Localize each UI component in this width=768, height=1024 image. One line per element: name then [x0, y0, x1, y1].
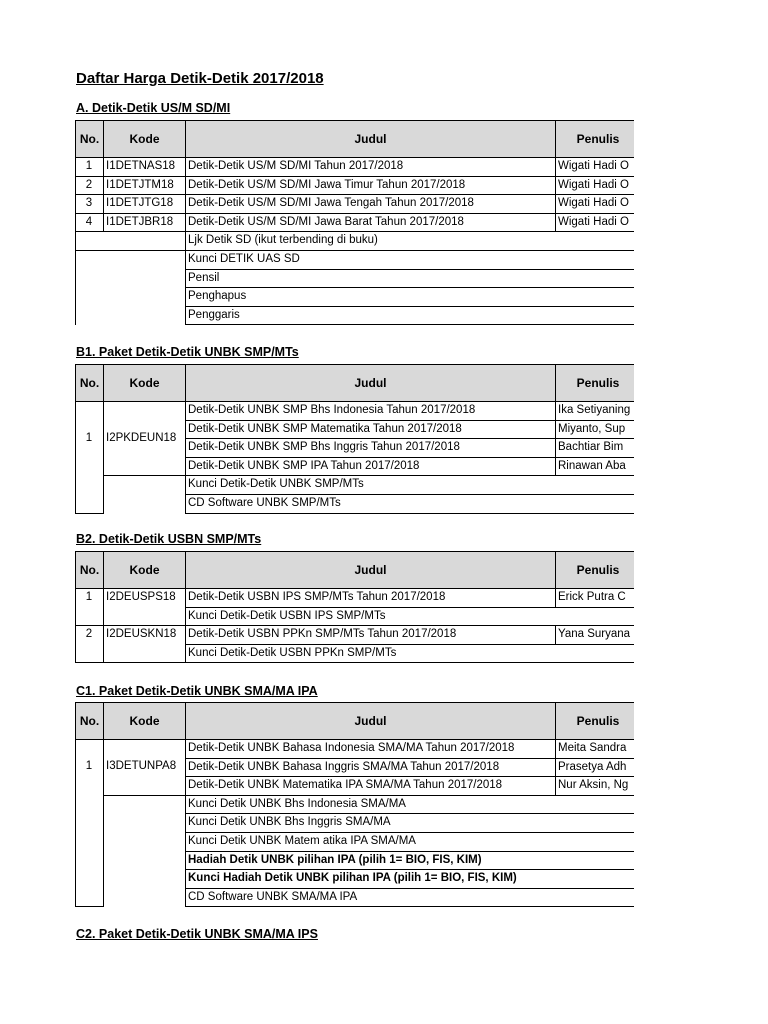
row-author: Prasetya Adh [558, 760, 627, 773]
table-rule [103, 213, 104, 233]
row-title: Detik-Detik US/M SD/MI Jawa Barat Tahun 2017/2018 [188, 215, 464, 228]
section-c2-heading: C2. Paket Detik-Detik UNBK SMA/MA IPS [76, 927, 318, 941]
row-number: 1 [85, 160, 93, 172]
row-title: Detik-Detik UNBK SMP Matematika Tahun 2017/2018 [188, 422, 462, 435]
table-rule [185, 324, 634, 325]
extra-item: Kunci Detik-Detik USBN IPS SMP/MTs [188, 609, 386, 622]
row-author: Wigati Hadi O [558, 178, 629, 191]
header-kode: Kode [103, 120, 186, 158]
table-rule [185, 157, 186, 325]
header-penulis: Penulis [555, 551, 634, 589]
table-rule [75, 513, 104, 514]
page-title: Daftar Harga Detik-Detik 2017/2018 [76, 70, 324, 87]
row-title: Detik-Detik USBN PPKn SMP/MTs Tahun 2017/2018 [188, 628, 457, 641]
section-b1-heading: B1. Paket Detik-Detik UNBK SMP/MTs [76, 345, 299, 359]
section-a-heading: A. Detik-Detik US/M SD/MI [76, 101, 231, 115]
table-rule [103, 739, 104, 907]
row-author: Wigati Hadi O [558, 160, 629, 172]
extra-item: Kunci Detik UNBK Bhs Inggris SMA/MA [188, 816, 391, 829]
table-rule [555, 401, 556, 421]
section-c1-heading: C1. Paket Detik-Detik UNBK SMA/MA IPA [76, 684, 318, 698]
row-author: Bachtiar Bim [558, 441, 624, 454]
row-author: Erick Putra C [558, 591, 626, 603]
row-number: 1 [85, 760, 93, 772]
extra-item: Ljk Detik SD (ikut terbending di buku) [188, 234, 378, 247]
extra-item: Kunci Detik UNBK Bhs Indonesia SMA/MA [188, 797, 406, 810]
header-kode: Kode [103, 551, 186, 589]
extra-item: Kunci DETIK UAS SD [188, 253, 300, 265]
row-author: Miyanto, Sup [558, 422, 626, 435]
header-no: No. [75, 702, 104, 740]
row-author: Ika Setiyaning [558, 404, 631, 416]
row-code: I2DEUSKN18 [106, 628, 177, 641]
table-rule [185, 513, 634, 514]
row-title: Detik-Detik UNBK Matematika IPA SMA/MA Tahun 2017/2018 [188, 779, 503, 792]
table-rule [75, 739, 76, 907]
row-number: 2 [85, 628, 93, 641]
extra-item: Penggaris [188, 308, 240, 321]
row-number: 3 [85, 197, 93, 210]
table-rule [555, 588, 556, 608]
extra-item: CD Software UNBK SMP/MTs [188, 497, 341, 509]
row-number: 4 [85, 215, 93, 228]
row-code: I2PKDEUN18 [106, 432, 177, 444]
table-rule [185, 401, 186, 514]
section-b2-heading: B2. Detik-Detik USBN SMP/MTs [76, 532, 262, 546]
table-rule [555, 758, 556, 778]
table-rule [75, 250, 186, 251]
header-judul: Judul [185, 120, 556, 158]
row-code: I1DETNAS18 [106, 160, 176, 172]
table-rule [103, 194, 104, 214]
table-rule [555, 420, 556, 440]
header-kode: Kode [103, 364, 186, 402]
row-author: Rinawan Aba [558, 459, 626, 472]
table-rule [75, 906, 104, 907]
header-no: No. [75, 364, 104, 402]
extra-item: Penghapus [188, 290, 247, 303]
row-code: I1DETJTM18 [106, 178, 174, 191]
row-author: Meita Sandra [558, 742, 627, 754]
row-number: 1 [85, 432, 93, 444]
extra-item: Hadiah Detik UNBK pilihan IPA (pilih 1= BIO, FIS, KIM) [188, 853, 482, 866]
row-author: Wigati Hadi O [558, 215, 629, 228]
table-rule [555, 438, 556, 458]
table-rule [185, 588, 186, 663]
table-rule [103, 401, 104, 514]
row-title: Detik-Detik UNBK SMP Bhs Indonesia Tahun 2017/2018 [188, 404, 476, 416]
table-rule [555, 157, 556, 177]
row-title: Detik-Detik US/M SD/MI Jawa Tengah Tahun 2017/2018 [188, 197, 474, 210]
table-rule [185, 739, 186, 907]
table-rule [555, 625, 556, 645]
header-penulis: Penulis [555, 702, 634, 740]
extra-item: Kunci Detik-Detik UNBK SMP/MTs [188, 478, 364, 491]
extra-item: Kunci Detik UNBK Matem atika IPA SMA/MA [188, 835, 416, 847]
row-title: Detik-Detik UNBK SMP Bhs Inggris Tahun 2017/2018 [188, 441, 460, 454]
header-judul: Judul [185, 702, 556, 740]
table-rule [555, 194, 556, 214]
table-rule [103, 588, 104, 663]
row-number: 2 [85, 178, 93, 191]
row-title: Detik-Detik US/M SD/MI Tahun 2017/2018 [188, 160, 404, 172]
table-rule [555, 213, 556, 233]
row-author: Wigati Hadi O [558, 197, 629, 210]
row-number: 1 [85, 591, 93, 603]
table-rule [555, 739, 556, 759]
header-no: No. [75, 120, 104, 158]
row-title: Detik-Detik US/M SD/MI Jawa Timur Tahun 2017/2018 [188, 178, 466, 191]
extra-item: CD Software UNBK SMA/MA IPA [188, 890, 358, 903]
table-rule [75, 588, 76, 663]
row-author: Nur Aksin, Ng [558, 779, 629, 792]
table-rule [75, 662, 634, 663]
table-rule [555, 457, 556, 477]
table-rule [103, 157, 104, 177]
extra-item: Pensil [188, 271, 220, 284]
header-penulis: Penulis [555, 120, 634, 158]
table-rule [75, 401, 76, 514]
header-judul: Judul [185, 551, 556, 589]
row-title: Detik-Detik USBN IPS SMP/MTs Tahun 2017/2018 [188, 591, 446, 603]
row-code: I3DETUNPA8 [106, 760, 177, 772]
table-rule [555, 176, 556, 196]
row-code: I2DEUSPS18 [106, 591, 176, 603]
table-rule [75, 157, 76, 325]
header-kode: Kode [103, 702, 186, 740]
row-title: Detik-Detik UNBK Bahasa Inggris SMA/MA Tahun 2017/2018 [188, 760, 500, 773]
row-author: Yana Suryana [558, 628, 631, 641]
row-title: Detik-Detik UNBK SMP IPA Tahun 2017/2018 [188, 459, 420, 472]
row-title: Detik-Detik UNBK Bahasa Indonesia SMA/MA Tahun 2017/2018 [188, 742, 515, 754]
table-rule [103, 176, 104, 196]
row-code: I1DETJTG18 [106, 197, 174, 210]
header-no: No. [75, 551, 104, 589]
header-penulis: Penulis [555, 364, 634, 402]
table-rule [555, 776, 556, 796]
extra-item: Kunci Detik-Detik USBN PPKn SMP/MTs [188, 646, 397, 659]
header-judul: Judul [185, 364, 556, 402]
table-rule [185, 906, 634, 907]
table-rule [103, 795, 186, 796]
extra-item: Kunci Hadiah Detik UNBK pilihan IPA (pilih 1= BIO, FIS, KIM) [188, 872, 517, 885]
row-code: I1DETJBR18 [106, 215, 174, 228]
table-rule [103, 475, 186, 476]
